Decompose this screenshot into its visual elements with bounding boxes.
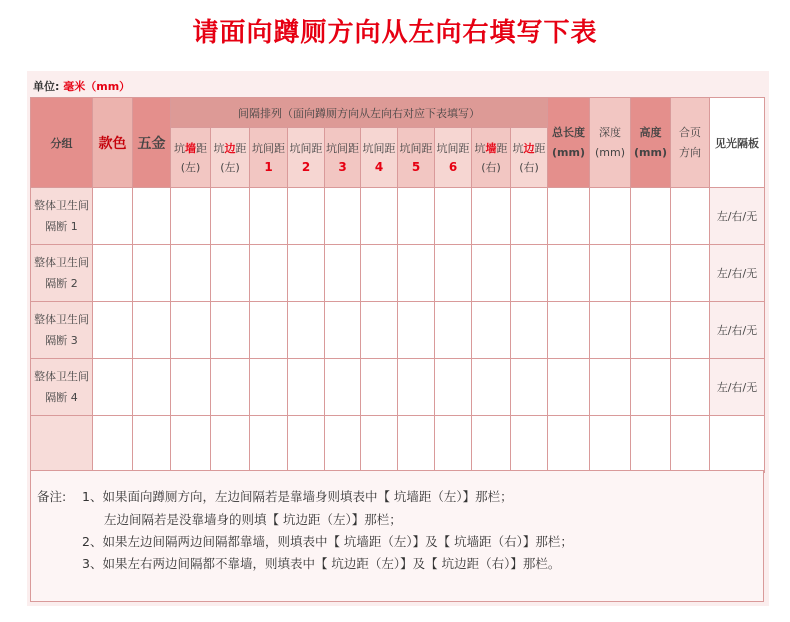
input-cell[interactable] [361, 245, 398, 302]
input-cell[interactable] [398, 188, 435, 245]
input-cell[interactable] [171, 245, 211, 302]
header-spacing-col-label: 坑墙距 [174, 141, 207, 155]
input-cell[interactable] [250, 416, 288, 473]
input-cell[interactable] [511, 245, 548, 302]
header-spacing-col-sub: 2 [301, 159, 311, 174]
input-cell[interactable] [548, 359, 590, 416]
header-spacing-col-label: 坑间距 [289, 141, 323, 155]
input-cell[interactable] [325, 302, 361, 359]
header-spacing-col-sub: 3 [338, 159, 347, 174]
table-row [31, 416, 765, 473]
header-height-unit: (mm) [634, 145, 668, 159]
header-spacing-col-sub: (右) [481, 160, 501, 174]
table-row [31, 245, 765, 302]
input-cell[interactable] [590, 188, 631, 245]
header-spacing-col-sub: 1 [264, 159, 273, 174]
input-cell[interactable] [398, 416, 435, 473]
header-spacing-col-sub: 4 [374, 159, 384, 174]
input-cell[interactable] [361, 188, 398, 245]
input-cell[interactable] [548, 188, 590, 245]
input-cell[interactable] [472, 359, 511, 416]
header-spacing-col-sub: 6 [448, 159, 458, 174]
header-height-label: 高度 [639, 125, 662, 139]
input-cell[interactable] [631, 416, 671, 473]
input-cell[interactable] [93, 359, 133, 416]
input-cell[interactable] [631, 188, 671, 245]
input-cell[interactable] [398, 245, 435, 302]
input-cell[interactable] [398, 302, 435, 359]
input-cell[interactable] [590, 302, 631, 359]
input-cell[interactable] [548, 302, 590, 359]
light-panel-option[interactable]: 左/右/无 [710, 359, 765, 416]
input-cell[interactable] [93, 245, 133, 302]
row-label-line2: 隔断 4 [45, 391, 78, 404]
input-cell[interactable] [133, 302, 171, 359]
input-cell[interactable] [288, 359, 325, 416]
header-group: 分组 [31, 98, 93, 188]
input-cell[interactable] [590, 416, 631, 473]
input-cell[interactable] [133, 245, 171, 302]
input-cell[interactable] [631, 302, 671, 359]
row-label-line2: 隔断 3 [45, 334, 78, 347]
light-panel-option[interactable]: 左/右/无 [710, 302, 765, 359]
input-cell[interactable] [211, 245, 250, 302]
input-cell[interactable] [250, 302, 288, 359]
input-cell[interactable] [288, 416, 325, 473]
header-hinge-label: 合页 [679, 125, 702, 139]
input-cell[interactable] [511, 302, 548, 359]
input-cell[interactable] [133, 188, 171, 245]
input-cell[interactable] [548, 416, 590, 473]
header-spacing-col-label: 坑间距 [436, 141, 470, 155]
input-cell[interactable] [250, 245, 288, 302]
partition-table [30, 97, 765, 473]
row-label-line1: 整体卫生间 [34, 313, 89, 326]
input-cell[interactable] [288, 302, 325, 359]
input-cell[interactable] [93, 302, 133, 359]
input-cell[interactable] [211, 416, 250, 473]
input-cell[interactable] [631, 245, 671, 302]
input-cell[interactable] [435, 245, 472, 302]
input-cell[interactable] [250, 359, 288, 416]
input-cell[interactable] [171, 416, 211, 473]
header-spacing-col-label: 坑墙距 [474, 141, 508, 155]
header-spacing-col-sub: (右) [519, 160, 539, 174]
note-line-3: 3、如果左右两边间隔都不靠墙，则填表中【 坑边距（左）】及【 坑边距（右）】那栏。 [82, 556, 561, 571]
input-cell[interactable] [671, 359, 710, 416]
input-cell[interactable] [288, 245, 325, 302]
row-label-line1: 整体卫生间 [34, 256, 89, 269]
input-cell[interactable] [211, 188, 250, 245]
input-cell[interactable] [211, 359, 250, 416]
input-cell[interactable] [435, 188, 472, 245]
input-cell[interactable] [472, 416, 511, 473]
header-spacing-group: 间隔排列（面向蹲厕方向从左向右对应下表填写） [171, 98, 548, 128]
header-hardware: 五金 [133, 98, 171, 188]
header-hinge-sub: 方向 [679, 145, 702, 159]
header-spacing-col-sub: 5 [411, 159, 421, 174]
header-spacing-col-label: 坑间距 [252, 141, 285, 155]
input-cell[interactable] [590, 359, 631, 416]
input-cell[interactable] [171, 188, 211, 245]
header-total-length-unit: (mm) [552, 145, 586, 159]
header-spacing-col [472, 128, 511, 188]
header-depth [590, 98, 631, 188]
page-title: 请面向蹲厕方向从左向右填写下表 [192, 18, 598, 48]
input-cell[interactable] [435, 302, 472, 359]
table-row [31, 188, 765, 245]
header-spacing-col-label: 坑间距 [399, 141, 433, 155]
note-line-2: 2、如果左边间隔两边间隔都靠墙，则填表中【 坑墙距（左）】及【 坑墙距（右）】那栏； [82, 534, 573, 549]
input-cell[interactable] [133, 416, 171, 473]
header-height [631, 98, 671, 188]
notes-label: 备注: [37, 489, 67, 504]
unit-value: 毫米（mm） [63, 80, 131, 93]
header-spacing-col [435, 128, 472, 188]
input-cell[interactable] [590, 245, 631, 302]
input-cell[interactable] [398, 359, 435, 416]
input-cell[interactable] [671, 188, 710, 245]
input-cell[interactable] [511, 416, 548, 473]
input-cell[interactable] [472, 302, 511, 359]
header-spacing-col-label: 坑间距 [362, 141, 396, 155]
light-panel-option[interactable]: 左/右/无 [710, 188, 765, 245]
header-depth-unit: (mm) [595, 145, 626, 159]
header-spacing-col [250, 128, 288, 188]
unit-label-text: 单位: [33, 80, 60, 93]
header-spacing-col-sub: (左) [180, 160, 201, 174]
input-cell[interactable] [361, 302, 398, 359]
input-cell[interactable] [325, 359, 361, 416]
header-spacing-col [171, 128, 211, 188]
row-label [31, 302, 93, 359]
input-cell[interactable] [472, 245, 511, 302]
row-label [31, 188, 93, 245]
input-cell[interactable] [435, 359, 472, 416]
note-line-1b: 左边间隔若是没靠墙身的则填【 坑边距（左）】那栏； [104, 512, 402, 527]
header-depth-label: 深度 [599, 125, 622, 139]
row-label-line2: 隔断 2 [45, 277, 78, 290]
input-cell[interactable] [93, 188, 133, 245]
row-label [31, 416, 93, 473]
row-label [31, 359, 93, 416]
header-total-length [548, 98, 590, 188]
header-spacing-col [211, 128, 250, 188]
row-label [31, 245, 93, 302]
header-spacing-col [288, 128, 325, 188]
note-line-1: 1、如果面向蹲厕方向，左边间隔若是靠墙身则填表中【 坑墙距（左）】那栏； [82, 489, 513, 504]
table-row [31, 302, 765, 359]
input-cell[interactable] [435, 416, 472, 473]
row-label-line1: 整体卫生间 [34, 199, 89, 212]
input-cell[interactable] [511, 359, 548, 416]
header-spacing-col-label: 坑间距 [326, 141, 359, 155]
header-light-panel: 见光隔板 [710, 98, 765, 188]
input-cell[interactable] [93, 416, 133, 473]
input-cell[interactable] [325, 416, 361, 473]
header-spacing-col [325, 128, 361, 188]
input-cell[interactable] [511, 188, 548, 245]
row-label-line1: 整体卫生间 [34, 370, 89, 383]
input-cell[interactable] [288, 188, 325, 245]
input-cell[interactable] [710, 416, 765, 473]
input-cell[interactable] [325, 188, 361, 245]
header-spacing-col-label: 坑边距 [213, 141, 247, 155]
input-cell[interactable] [211, 302, 250, 359]
row-label-line2: 隔断 1 [45, 220, 78, 233]
header-spacing-col-label: 坑边距 [512, 141, 546, 155]
header-spacing-col [511, 128, 548, 188]
header-total-length-label: 总长度 [552, 125, 586, 139]
input-cell[interactable] [133, 359, 171, 416]
notes-box [30, 470, 764, 602]
input-cell[interactable] [171, 359, 211, 416]
unit-label [33, 78, 130, 94]
header-spacing-col-sub: (左) [220, 160, 240, 174]
input-cell[interactable] [671, 302, 710, 359]
input-cell[interactable] [171, 302, 211, 359]
light-panel-option[interactable]: 左/右/无 [710, 245, 765, 302]
input-cell[interactable] [361, 416, 398, 473]
input-cell[interactable] [671, 245, 710, 302]
input-cell[interactable] [250, 188, 288, 245]
header-spacing-col [398, 128, 435, 188]
header-color: 款色 [93, 98, 133, 188]
header-spacing-col [361, 128, 398, 188]
table-row [31, 359, 765, 416]
header-hinge [671, 98, 710, 188]
input-cell[interactable] [548, 245, 590, 302]
input-cell[interactable] [631, 359, 671, 416]
input-cell[interactable] [472, 188, 511, 245]
input-cell[interactable] [361, 359, 398, 416]
input-cell[interactable] [671, 416, 710, 473]
input-cell[interactable] [325, 245, 361, 302]
